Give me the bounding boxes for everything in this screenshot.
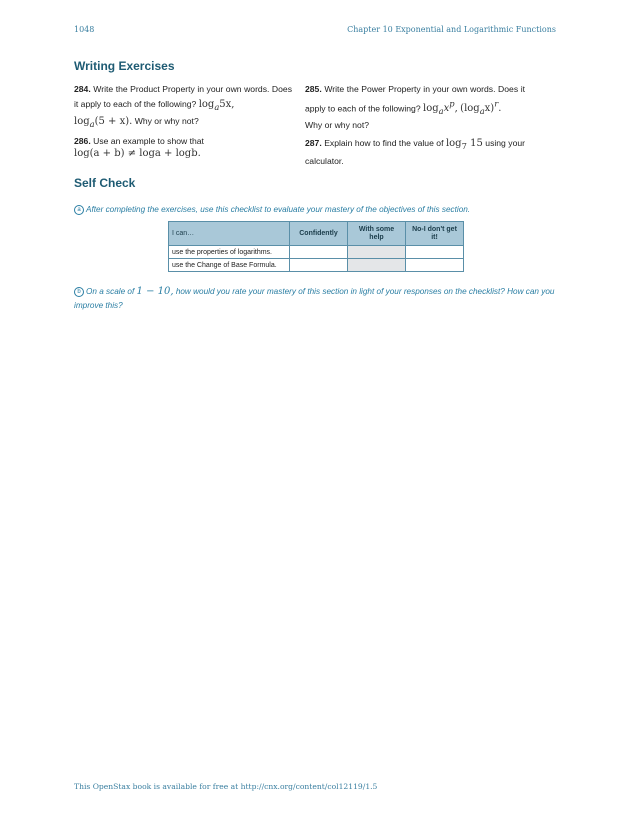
dont-get-it-cell[interactable]: [406, 259, 464, 272]
with-help-cell[interactable]: [348, 246, 406, 259]
chapter-header: Chapter 10 Exponential and Logarithmic Functions: [347, 25, 556, 34]
table-row: [169, 246, 464, 259]
self-check-table: [168, 221, 464, 272]
exercise-text-2: using your calculator.: [305, 138, 526, 166]
table-header-row: [169, 222, 464, 246]
math-expression: $\log_a5x$,: [198, 98, 235, 112]
exercise-286: [74, 136, 292, 159]
circle-marker: a: [74, 205, 84, 215]
page-footer: This OpenStax book is available for free at http://cnx.org/content/col12119/1.5: [74, 782, 378, 791]
exercise-number: 284.: [74, 84, 91, 94]
exercise-text: Write the Product Property in your own words. Does it apply to each of the following?: [74, 84, 292, 109]
math-expression: $\log_7 15$: [445, 138, 483, 151]
exercise-number: 285.: [305, 84, 322, 94]
table-cell: use the Change of Base Formula.: [169, 259, 290, 272]
math-expression: 1 − 10,: [136, 286, 174, 297]
exercise-text: Use an example to show that: [93, 136, 204, 146]
dont-get-it-cell[interactable]: [406, 246, 464, 259]
exercise-text: Write the Power Property in your own words. Does it apply to each of the following?: [305, 84, 525, 113]
with-help-cell[interactable]: [348, 259, 406, 272]
math-expression: $\log_ax^p$,: [423, 98, 458, 116]
math-expression: $(\log_ax)^r$.: [460, 98, 502, 116]
exercise-number: 286.: [74, 136, 91, 146]
self-check-note-b: b On a scale of 1 − 10, how would you rate your mastery of this section in light of your responses on the checklist? How can you improve this?: [74, 286, 555, 310]
table-cell: use the properties of logarithms.: [169, 246, 290, 259]
exercise-284: [74, 82, 292, 132]
column-header: No-I don't get it!: [406, 222, 464, 246]
circle-marker: b: [74, 287, 84, 297]
confidently-cell[interactable]: [290, 246, 348, 259]
self-check-title: Self Check: [74, 176, 136, 190]
exercise-287: [305, 136, 525, 168]
column-header: With some help: [348, 222, 406, 246]
exercise-285: [305, 82, 525, 133]
self-check-note-a: a After completing the exercises, use this checklist to evaluate your mastery of the objectives of this section.: [74, 203, 554, 217]
math-expression: $\log_a(5 + x)$.: [74, 116, 133, 129]
column-header: Confidently: [290, 222, 348, 246]
exercise-tail: Why or why not?: [134, 116, 199, 126]
exercise-number: 287.: [305, 138, 322, 148]
table-row: [169, 259, 464, 272]
column-header: I can…: [169, 222, 290, 246]
confidently-cell[interactable]: [290, 259, 348, 272]
writing-exercises-title: Writing Exercises: [74, 59, 175, 73]
math-expression: log(a + b) ≠ loga + logb.: [74, 147, 201, 159]
exercise-text: Explain how to find the value of: [324, 138, 444, 148]
page-number: 1048: [74, 25, 95, 34]
exercise-tail: Why or why not?: [305, 120, 369, 131]
